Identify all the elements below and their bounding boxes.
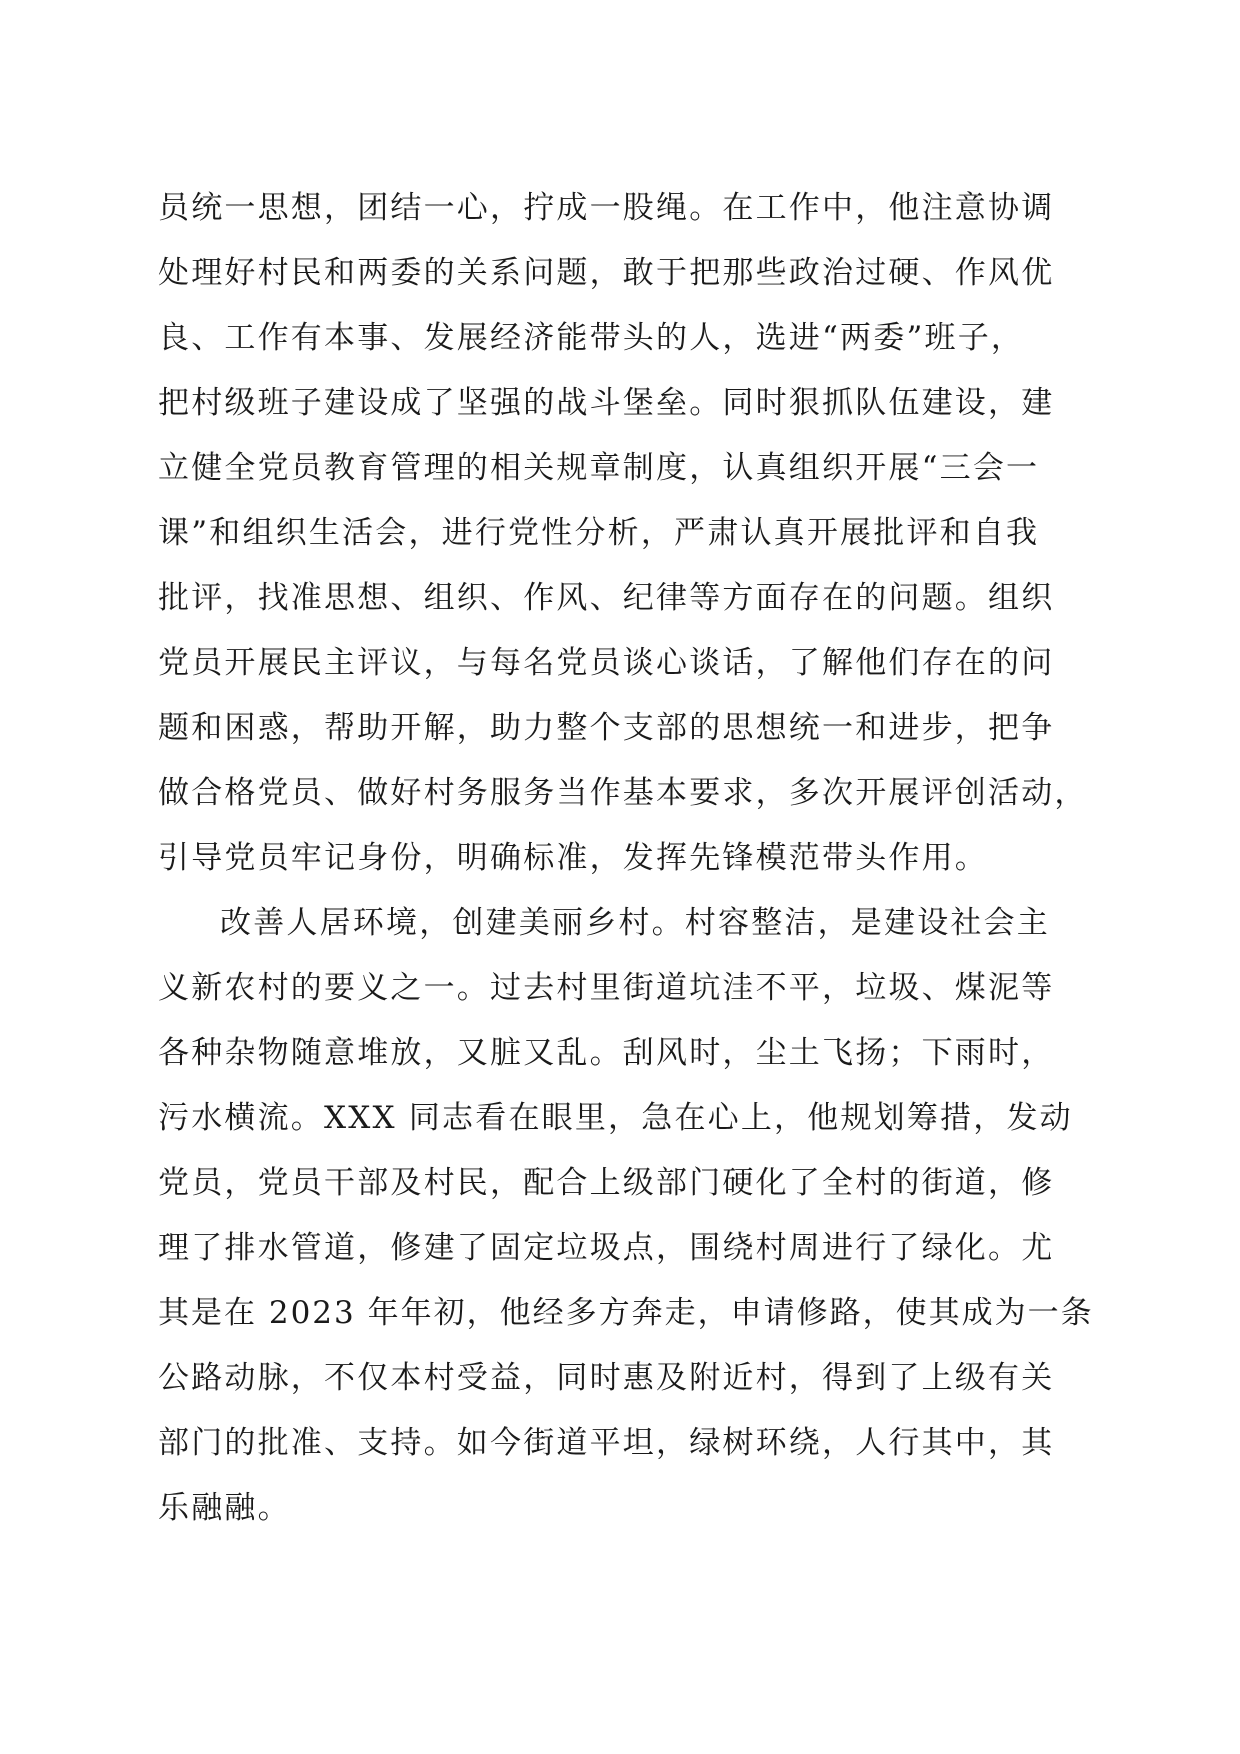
text-line: 理了排水管道，修建了固定垃圾点，围绕村周进行了绿化。尤 <box>158 1230 1055 1266</box>
text-line: 义新农村的要义之一。过去村里街道坑洼不平，垃圾、煤泥等 <box>158 970 1055 1006</box>
text-line: 改善人居环境，创建美丽乡村。村容整洁，是建设社会主 <box>220 905 1050 941</box>
text-line: 部门的批准、支持。如今街道平坦，绿树环绕，人行其中，其 <box>158 1425 1055 1461</box>
text-line: 党员，党员干部及村民，配合上级部门硬化了全村的街道，修 <box>158 1165 1055 1201</box>
text-line: 引导党员牢记身份，明确标准，发挥先锋模范带头作用。 <box>158 840 988 876</box>
text-line: 乐融融。 <box>158 1490 291 1526</box>
text-line: 立健全党员教育管理的相关规章制度，认真组织开展“三会一 <box>158 450 1040 486</box>
text-line: 课”和组织生活会，进行党性分析，严肃认真开展批评和自我 <box>158 515 1040 551</box>
paragraph-1 <box>158 188 1098 903</box>
text-line: 题和困惑，帮助开解，助力整个支部的思想统一和进步，把争 <box>158 710 1055 746</box>
paragraph-2 <box>158 903 1098 1553</box>
text-line: 其是在 2023 年年初，他经多方奔走，申请修路，使其成为一条 <box>158 1295 1094 1331</box>
text-line: 员统一思想，团结一心，拧成一股绳。在工作中，他注意协调 <box>158 190 1055 226</box>
text-line: 良、工作有本事、发展经济能带头的人，选进“两委”班子， <box>158 320 1025 356</box>
text-line: 党员开展民主评议，与每名党员谈心谈话，了解他们存在的问 <box>158 645 1055 681</box>
text-line: 做合格党员、做好村务服务当作基本要求，多次开展评创活动， <box>158 775 1088 811</box>
text-line: 公路动脉，不仅本村受益，同时惠及附近村，得到了上级有关 <box>158 1360 1055 1396</box>
text-line: 污水横流。XXX 同志看在眼里，急在心上，他规划筹措，发动 <box>158 1100 1073 1136</box>
text-line: 处理好村民和两委的关系问题，敢于把那些政治过硬、作风优 <box>158 255 1055 291</box>
body-text <box>158 188 1098 1553</box>
text-line: 批评，找准思想、组织、作风、纪律等方面存在的问题。组织 <box>158 580 1055 616</box>
text-line: 各种杂物随意堆放，又脏又乱。刮风时，尘土飞扬；下雨时， <box>158 1035 1055 1071</box>
text-line: 把村级班子建设成了坚强的战斗堡垒。同时狠抓队伍建设，建 <box>158 385 1055 421</box>
